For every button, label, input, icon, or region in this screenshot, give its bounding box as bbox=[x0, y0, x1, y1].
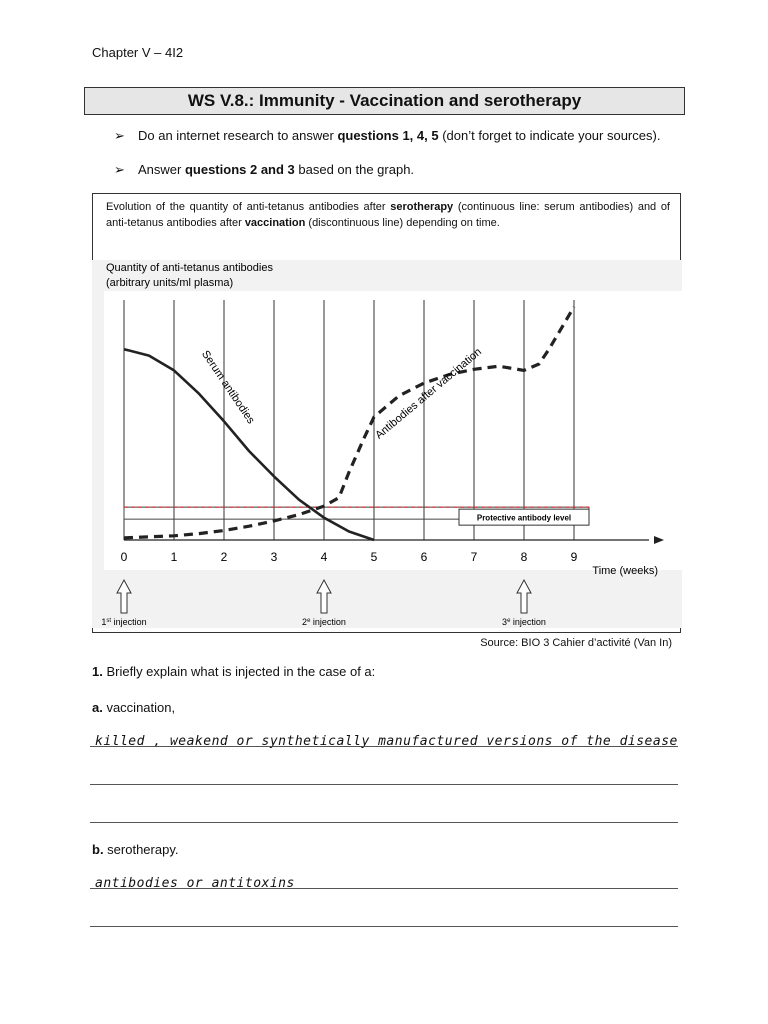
injection-label: 3e injection bbox=[502, 617, 546, 627]
answer-line[interactable] bbox=[90, 746, 678, 747]
answer-line[interactable] bbox=[90, 926, 678, 927]
x-tick-label: 6 bbox=[420, 550, 428, 564]
x-tick-label: 7 bbox=[470, 550, 478, 564]
x-tick-label: 9 bbox=[570, 550, 578, 564]
instruction-text: Do an internet research to answer questions 1, 4, 5 (don’t forget to indicate your sources). bbox=[138, 128, 661, 143]
answer-line[interactable] bbox=[90, 888, 678, 889]
answer-line[interactable] bbox=[90, 822, 678, 823]
instruction-item-1 bbox=[114, 127, 680, 163]
arrow-bullet-icon: ➢ bbox=[114, 162, 125, 177]
figure-source: Source: BIO 3 Cahier d’activité (Van In) bbox=[480, 637, 672, 649]
x-tick-label: 1 bbox=[170, 550, 178, 564]
y-axis-label-line1: Quantity of anti-tetanus antibodies bbox=[106, 262, 273, 274]
answer-line[interactable] bbox=[90, 784, 678, 785]
answer-b-handwriting: antibodies or antitoxins bbox=[95, 876, 295, 891]
y-axis-label-line2: (arbitrary units/ml plasma) bbox=[106, 277, 234, 289]
x-tick-label: 5 bbox=[370, 550, 378, 564]
x-tick-label: 4 bbox=[320, 550, 328, 564]
question-1b: b. serotherapy. bbox=[92, 842, 179, 857]
vaccination-antibodies-label: Antibodies after vaccination bbox=[373, 345, 484, 442]
serum-antibodies-label: Serum antibodies bbox=[199, 348, 257, 427]
x-tick-label: 3 bbox=[270, 550, 278, 564]
x-tick-label: 2 bbox=[220, 550, 228, 564]
injection-label: 1st injection bbox=[101, 617, 147, 627]
instruction-item-2 bbox=[114, 161, 680, 179]
question-1a: a. vaccination, bbox=[92, 700, 176, 715]
protective-level-label: Protective antibody level bbox=[476, 513, 572, 523]
injection-label: 2e injection bbox=[302, 617, 346, 627]
x-axis-label: Time (weeks) bbox=[592, 565, 658, 577]
instruction-text: Answer questions 2 and 3 based on the graph. bbox=[138, 162, 415, 177]
x-tick-label: 0 bbox=[120, 550, 128, 564]
question-1: 1. Briefly explain what is injected in the case of a: bbox=[92, 664, 376, 679]
figure-caption: Evolution of the quantity of anti-tetanus antibodies after serotherapy (continuous line: serum antibodies) and of anti-tetanus antibodies after vaccination (discontinuous line) depending on time. bbox=[106, 201, 670, 229]
chapter-header: Chapter V – 4I2 bbox=[92, 45, 184, 60]
arrow-bullet-icon: ➢ bbox=[114, 128, 125, 143]
antibody-chart bbox=[92, 255, 682, 630]
x-tick-label: 8 bbox=[520, 550, 528, 564]
worksheet-title: WS V.8.: Immunity - Vaccination and serotherapy bbox=[84, 87, 685, 115]
answer-a-handwriting: killed , weakend or synthetically manufactured versions of the disease bbox=[95, 734, 678, 749]
